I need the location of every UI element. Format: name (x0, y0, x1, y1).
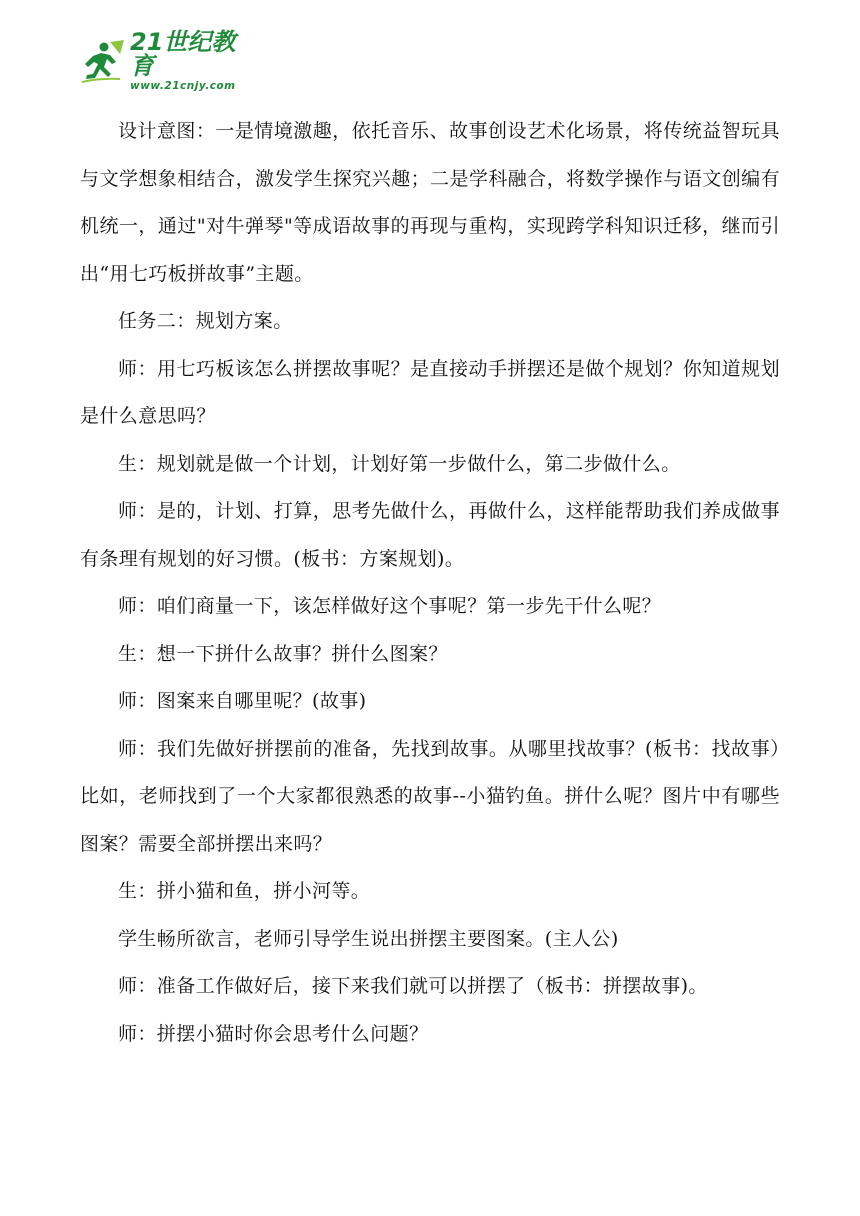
paragraph-dialogue: 学生畅所欲言，老师引导学生说出拼摆主要图案。(主人公) (118, 927, 619, 950)
paragraph-dialogue: 生：想一下拼什么故事？拼什么图案？ (118, 642, 448, 665)
paragraph-dialogue: 师：用七巧板该怎么拼摆故事呢？是直接动手拼摆还是做个规划？你知道规划是什么意思吗？ (80, 357, 780, 427)
paragraph-dialogue: 师：拼摆小猫时你会思考什么问题？ (118, 1022, 429, 1045)
paragraph-dialogue: 师：准备工作做好后，接下来我们就可以拼摆了（板书：拼摆故事)。 (118, 975, 708, 997)
header-logo (80, 28, 250, 93)
paragraph-dialogue: 师：是的，计划、打算，思考先做什么，再做什么，这样能帮助我们养成做事有条理有规划的好习惯。(板书：方案规划)。 (80, 500, 780, 570)
paragraph-dialogue: 师：咱们商量一下，该怎样做好这个事呢？第一步先干什么呢？ (118, 595, 662, 617)
paragraph-dialogue: 师：我们先做好拼摆前的准备，先找到故事。从哪里找故事？(板书：找故事）比如，老师找到了一个大家都很熟悉的故事--小猫钓鱼。拼什么呢？图片中有哪些图案？需要全部拼摆出来吗？ (80, 737, 780, 855)
logo-text (130, 30, 250, 92)
runner-logo-icon (80, 38, 128, 84)
paragraph-dialogue: 生：拼小猫和鱼，拼小河等。 (118, 880, 371, 902)
paragraph-design-intent: 设计意图：一是情境激趣，依托音乐、故事创设艺术化场景，将传统益智玩具与文学想象相结合，激发学生探究兴趣；二是学科融合，将数学操作与语文创编有机统一，通过"对牛弹琴"等成语故事的再现与重构，实现跨学科知识迁移，继而引出“用七巧板拼故事”主题。 (80, 120, 780, 285)
document-body (80, 108, 780, 1058)
paragraph-dialogue: 师：图案来自哪里呢？(故事) (118, 690, 367, 712)
logo-title: 21世纪教育 (130, 28, 236, 81)
logo-url: www.21cnjy.com (130, 80, 236, 93)
paragraph-dialogue: 生：规划就是做一个计划，计划好第一步做什么，第二步做什么。 (118, 452, 681, 475)
paragraph-task-two: 任务二：规划方案。 (118, 310, 293, 332)
